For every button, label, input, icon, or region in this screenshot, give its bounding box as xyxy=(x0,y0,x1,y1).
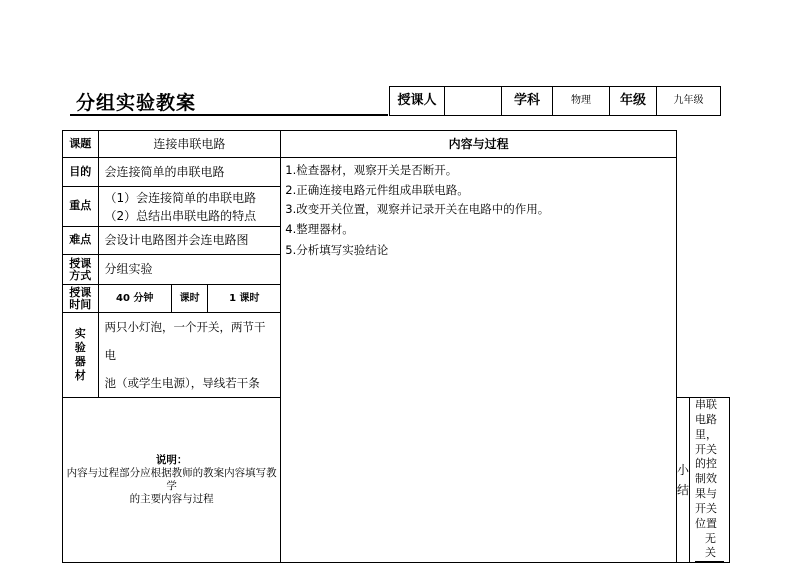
topic-value: 连接串联电路 xyxy=(98,131,281,158)
note-title: 说明： xyxy=(155,454,188,467)
equipment-line-1: 两只小灯泡，一个开关，两节干电 xyxy=(104,320,266,362)
note-line-2: 的主要内容与过程 xyxy=(129,493,214,506)
difficulty-label: 难点 xyxy=(63,227,99,255)
topic-label: 课题 xyxy=(63,131,99,158)
goal-value: 会连接简单的串联电路 xyxy=(98,158,281,187)
summary-text: 串联电路里，开关的控制效果与开关位置 xyxy=(695,398,717,530)
teacher-label: 授课人 xyxy=(390,87,445,116)
note-cell xyxy=(63,398,281,563)
method-label: 授课 方式 xyxy=(63,255,99,285)
subject-value: 物理 xyxy=(553,87,610,116)
focus-label: 重点 xyxy=(63,187,99,227)
lesson-table xyxy=(62,130,730,563)
summary-cell xyxy=(690,398,730,563)
equipment-value xyxy=(98,313,281,398)
note-line-1: 内容与过程部分应根据教师的教案内容填写教学 xyxy=(66,467,277,493)
time-label: 授课 时间 xyxy=(63,285,99,313)
equipment-label: 实 验 器 材 xyxy=(63,313,99,398)
table-row xyxy=(63,158,730,187)
time-value: 40 分钟 xyxy=(98,285,171,313)
period-value: 1 课时 xyxy=(208,285,281,313)
equipment-line-2: 池（或学生电源），导线若干条 xyxy=(104,376,260,390)
list-item: 5.分析填写实验结论 xyxy=(285,243,389,258)
teacher-value xyxy=(445,87,502,116)
list-item: 2.正确连接电路元件组成串联电路。 xyxy=(285,182,469,197)
table-row xyxy=(63,131,730,158)
grade-value: 九年级 xyxy=(657,87,721,116)
summary-label: 小 结 xyxy=(676,398,689,563)
focus-value xyxy=(98,187,281,227)
focus-line-1: （1）会连接简单的串联电路 xyxy=(104,190,257,205)
content-header: 内容与过程 xyxy=(281,131,677,158)
goal-label: 目的 xyxy=(63,158,99,187)
method-value: 分组实验 xyxy=(98,255,281,285)
subject-label: 学科 xyxy=(502,87,553,116)
page-title: 分组实验教案 xyxy=(76,92,197,114)
list-item: 4.整理器材。 xyxy=(285,221,354,236)
grade-label: 年级 xyxy=(610,87,657,116)
list-item: 3.改变开关位置，观察并记录开关在电路中的作用。 xyxy=(285,202,550,217)
period-label: 课时 xyxy=(171,285,207,313)
list-item: 1.检查器材，观察开关是否断开。 xyxy=(285,163,458,177)
difficulty-value: 会设计电路图并会连电路图 xyxy=(98,227,281,255)
summary-answer: 无关 xyxy=(695,532,724,563)
content-steps xyxy=(281,158,677,563)
title-underline xyxy=(70,114,388,116)
header-table xyxy=(389,86,721,116)
focus-line-2: （2）总结出串联电路的特点 xyxy=(104,208,257,223)
